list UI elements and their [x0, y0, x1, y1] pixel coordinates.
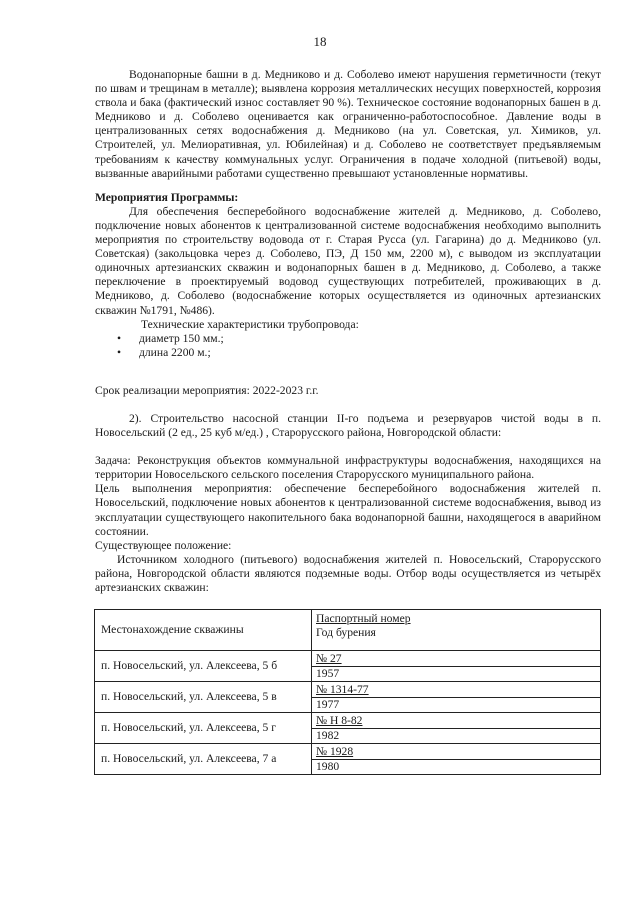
- tech-specs-title: Технические характеристики трубопровода:: [141, 317, 359, 331]
- well-numbers-cell: [312, 744, 601, 775]
- well-year: 1982: [312, 728, 600, 743]
- paragraph-goal: Цель выполнения мероприятия: обеспечение бесперебойного водоснабжения жителей п. Новосельский, подключение новых абонентов к централизованной системе водоснабжения, вывод из эксплуатации существующего накопительного бака водонапорной башни, находящегося в аварийном состоянии.: [95, 482, 601, 538]
- list-item: • длина 2200 м.;: [139, 346, 601, 360]
- well-numbers-cell: [312, 651, 601, 682]
- list-item: • диаметр 150 мм.;: [139, 332, 601, 346]
- paragraph-pump-station: 2). Строительство насосной станции II-го подъема и резервуаров чистой воды в п. Новосельский (2 ед., 25 куб м/ед.) , Старорусского района, Новгородской области:: [95, 411, 601, 440]
- well-location: п. Новосельский, ул. Алексеева, 5 б: [95, 651, 312, 682]
- well-year: 1977: [312, 697, 600, 712]
- table-row: [95, 713, 601, 744]
- well-passport: № 27: [316, 652, 342, 666]
- header-passport: Паспортный номер: [316, 612, 411, 626]
- table-header-row: [95, 610, 601, 651]
- well-passport: № 1928: [316, 745, 354, 759]
- well-year: 1957: [312, 666, 600, 681]
- table-row: [95, 744, 601, 775]
- paragraph-program-measures: Для обеспечения бесперебойного водоснабжение жителей д. Медниково, д. Соболево, подключение новых абонентов к централизованной системе водоснабжения необходимо выполнить мероприятия по строительству водовода от г. Старая Русса (ул. Гагарина) до д. Медниково (ул. Советская) (закольцовка через д. Соболево, ПЭ, Д 150 мм, 2200 м), с выводом из эксплуатации одиночных артезианских скважин и водонапорных башен в д. Медниково, д. Соболево, а также переключение в проектируемый водовод существующих потребителей, проживающих в д. Медниково, д. Соболево (водоснабжение которых осуществляется из одиночных артезианских скважин №1791, №486).: [95, 204, 601, 317]
- well-numbers-cell: [312, 713, 601, 744]
- header-location: Местонахождение скважины: [95, 610, 312, 651]
- well-year: 1980: [312, 759, 600, 774]
- table-row: [95, 651, 601, 682]
- well-passport: № Н 8-82: [316, 714, 363, 728]
- wells-table: [94, 609, 601, 775]
- well-location: п. Новосельский, ул. Алексеева, 5 в: [95, 682, 312, 713]
- well-location: п. Новосельский, ул. Алексеева, 7 а: [95, 744, 312, 775]
- paragraph-task: Задача: Реконструкция объектов коммунальной инфраструктуры водоснабжения, находящихся на территории Новосельского сельского поселения Старорусского муниципального района.: [95, 454, 601, 482]
- document-body: [95, 68, 601, 775]
- page-number: 18: [313, 34, 327, 49]
- section-heading: Мероприятия Программы:: [95, 190, 239, 204]
- header-passport-cell: [312, 610, 601, 651]
- well-passport: № 1314-77: [316, 683, 369, 697]
- header-year: Год бурения: [316, 626, 376, 640]
- tech-specs-list: [95, 332, 601, 360]
- table-row: [95, 682, 601, 713]
- well-numbers-cell: [312, 682, 601, 713]
- existing-situation-label: Существующее положение:: [95, 538, 232, 552]
- well-location: п. Новосельский, ул. Алексеева, 5 г: [95, 713, 312, 744]
- paragraph-water-source: Источником холодного (питьевого) водоснабжения жителей п. Новосельский, Старорусского района, Новгородской области являются подземные воды. Отбор воды осуществляется из четырёх артезианских скважин:: [95, 552, 601, 594]
- implementation-term: Срок реализации мероприятия: 2022-2023 г.г.: [95, 383, 319, 397]
- paragraph-water-towers: Водонапорные башни в д. Медниково и д. Соболево имеют нарушения герметичности (текут по швам и трещинам в металле); выявлена коррозия металлических несущих поверхностей, коррозия ствола и бака (фактический износ составляет 90 %). Техническое состояние водонапорных башен в д. Медниково и д. Соболево оценивается как ограниченно-работоспособное. Давление воды в централизованных сетях водоснабжения д. Медниково (на ул. Советская, ул. Химиков, ул. Строителей, ул. Мелиоративная, ул. Юбилейная) и д. Соболево не соответствует предъявляемым требованиям к качеству коммунальных услуг. Ограничения в подаче холодной (питьевой) воды, вызванные аварийными работами существенно превышают установленные нормативы.: [95, 68, 601, 180]
